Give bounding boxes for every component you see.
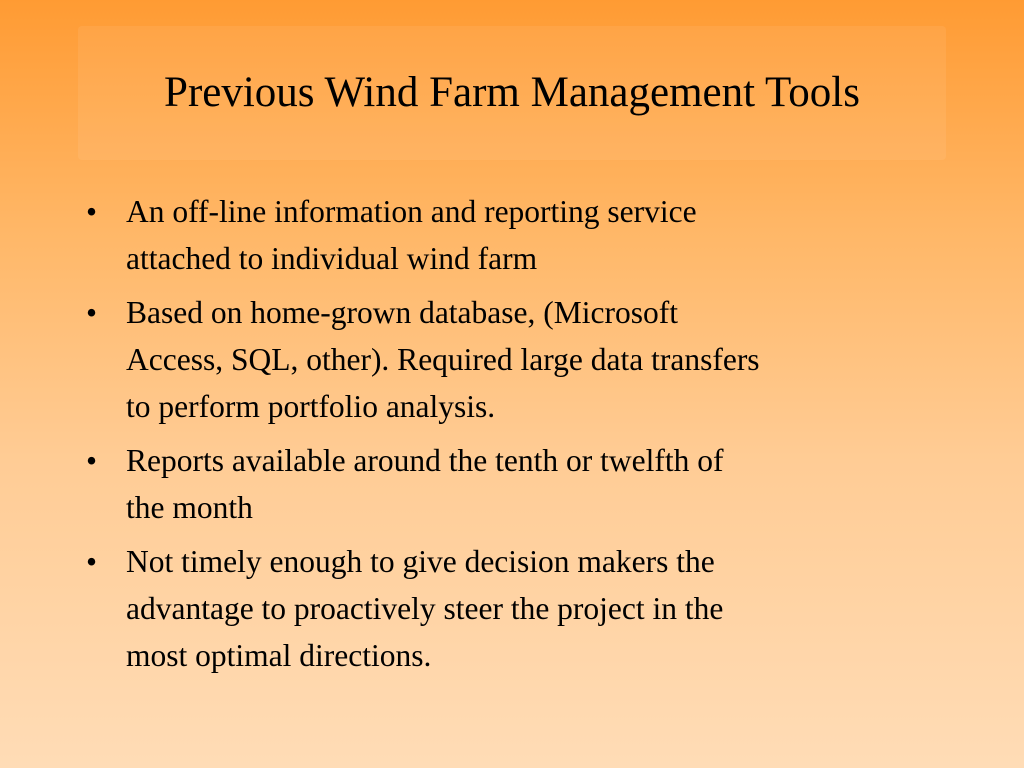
slide-title: Previous Wind Farm Management Tools: [164, 69, 860, 117]
bullet-text: Reports available around the tenth or twelfth of the month: [126, 443, 724, 525]
bullet-text: Not timely enough to give decision makers the advantage to proactively steer the project in the most optimal directions.: [126, 544, 724, 673]
bullet-list: [86, 188, 956, 686]
bullet-point-icon: •: [86, 295, 98, 330]
bullet-point-icon: •: [86, 544, 98, 579]
bullet-item: [86, 188, 956, 282]
title-placeholder: [78, 26, 946, 160]
bullet-point-icon: •: [86, 194, 98, 229]
bullet-text: An off-line information and reporting service attached to individual wind farm: [126, 194, 697, 276]
bullet-item: [86, 289, 956, 430]
bullet-point-icon: •: [86, 443, 98, 478]
bullet-item: [86, 538, 956, 679]
bullet-item: [86, 437, 956, 531]
bullet-text: Based on home-grown database, (Microsoft Access, SQL, other). Required large data transfers to perform portfolio analysis.: [126, 295, 760, 424]
